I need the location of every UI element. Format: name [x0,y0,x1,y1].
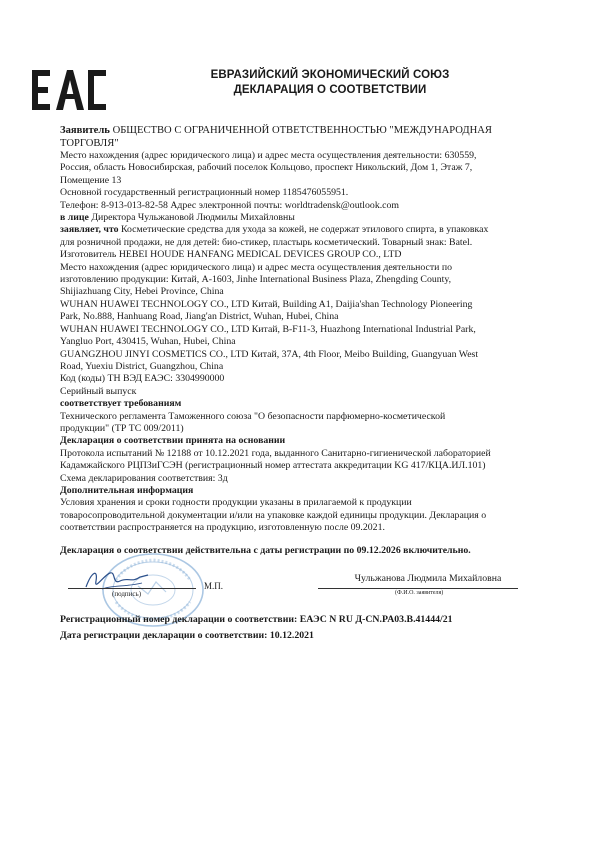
declaration-title: ДЕКЛАРАЦИЯ О СООТВЕТСТВИИ [233,84,427,96]
factory1-line2: Park, No.888, Hanhuang Road, Jiang'an District, Wuhan, Hubei, China [60,311,339,323]
applicant-line2: ТОРГОВЛЯ" [60,138,119,149]
factory1-line1: WUHAN HUAWEI TECHNOLOGY CO., LTD Китай, Building A1, Daijia'shan Technology Pioneering [60,298,473,310]
contacts-line: Телефон: 8-913-013-82-58 Адрес электронной почты: worldtradensk@outlook.com [60,199,400,211]
manufacturer-address-1: Место нахождения (адрес юридического лица) и адрес места осуществления деятельности по [60,261,453,273]
manufacturer-line: Изготовитель HEBEI HOUDE HANFANG MEDICAL DEVICES GROUP CO., LTD [60,249,402,261]
registration-number: Регистрационный номер декларации о соответствии: ЕАЭС N RU Д-CN.PA03.B.41444/21 [60,614,453,625]
factory3-line1: GUANGZHOU JINYI COSMETICS CO., LTD Китай, 37A, 4th Floor, Meibo Building, Guangyuan West [60,348,479,360]
name-caption: (Ф.И.О. заявителя) [395,590,444,596]
extra-line3: соответствии распространяется на продукцию, изготовленную после 09.2021. [60,522,385,534]
basis-label: Декларация о соответствии принята на основании [60,435,286,447]
document-header [130,68,530,98]
scheme-line: Схема декларирования соответствия: 3д [60,472,228,484]
manufacturer-address-3: Shijiazhuang City, Hebei Province, China [60,286,224,298]
batch-type: Серийный выпуск [60,385,137,397]
manufacturer-address-2: изготовлению продукции: Китай, A-1603, Jinhe International Business Plaza, Zhengding County, [60,274,452,286]
extra-line2: товаросопроводительной документации и/или на упаковке каждой единицы продукции. Декларация о [60,509,487,521]
stamp-place-label: М.П. [204,581,224,591]
statement-line1: заявляет, что Косметические средства для ухода за кожей, не содержат этилового спирта, в упаковках [60,224,489,236]
person-line: в лице Директора Чульжановой Людмилы Михайловны [60,212,295,224]
conformity-label: соответствует требованиям [60,398,182,410]
ogrn-line: Основной государственный регистрационный номер 1185476055951. [60,187,349,199]
signature-caption: (подпись) [112,590,142,598]
conformity-line2: продукции" (ТР ТС 009/2011) [60,422,184,434]
factory3-line2: Road, Yuexiu District, Guangzhou, China [60,360,224,372]
name-line [318,588,518,589]
union-title: ЕВРАЗИЙСКИЙ ЭКОНОМИЧЕСКИЙ СОЮЗ [210,69,450,81]
tnved-code: Код (коды) ТН ВЭД ЕАЭС: 3304990000 [60,373,225,385]
signatory-name: Чульжанова Людмила Михайловна [354,573,502,584]
statement-line2: для розничной продажи, не для детей: био-стикер, пластырь косметический. Товарный знак: Batel. [60,236,473,248]
declaration-body [60,124,540,535]
basis-line2: Кадамжайского РЦПЗиГСЭН (регистрационный номер аттестата аккредитации KG 417/КЦА.ИЛ.101) [60,460,486,472]
applicant-line1: Заявитель ОБЩЕСТВО С ОГРАНИЧЕННОЙ ОТВЕТСТВЕННОСТЬЮ "МЕЖДУНАРОДНАЯ [60,125,492,136]
validity-statement: Декларация о соответствии действительна с даты регистрации по 09.12.2026 включительно. [60,545,471,556]
extra-label: Дополнительная информация [60,484,194,496]
eac-logo [30,68,108,112]
extra-line1: Условия хранения и сроки годности продукции указаны в прилагаемой к продукции [60,497,412,509]
applicant-address-1: Место нахождения (адрес юридического лица) и адрес места осуществления деятельности: 630559, [60,150,477,161]
applicant-address-2: Россия, область Новосибирская, рабочий поселок Кольцово, проспект Никольский, Дом 1, Этаж 7, [60,162,473,174]
registration-date: Дата регистрации декларации о соответствии: 10.12.2021 [60,630,314,641]
basis-line1: Протокола испытаний № 12188 от 10.12.2021 года, выданного Санитарно-гигиенической лабораторией [60,447,491,459]
signature-line [68,588,196,589]
applicant-address-3: Помещение 13 [60,174,122,186]
factory2-line2: Yangluo Port, 430415, Wuhan, Hubei, China [60,336,236,348]
conformity-line1: Технического регламента Таможенного союза "О безопасности парфюмерно-косметической [60,410,446,422]
factory2-line1: WUHAN HUAWEI TECHNOLOGY CO., LTD Китай, B-F11-3, Huazhong International Industrial Park, [60,323,476,335]
